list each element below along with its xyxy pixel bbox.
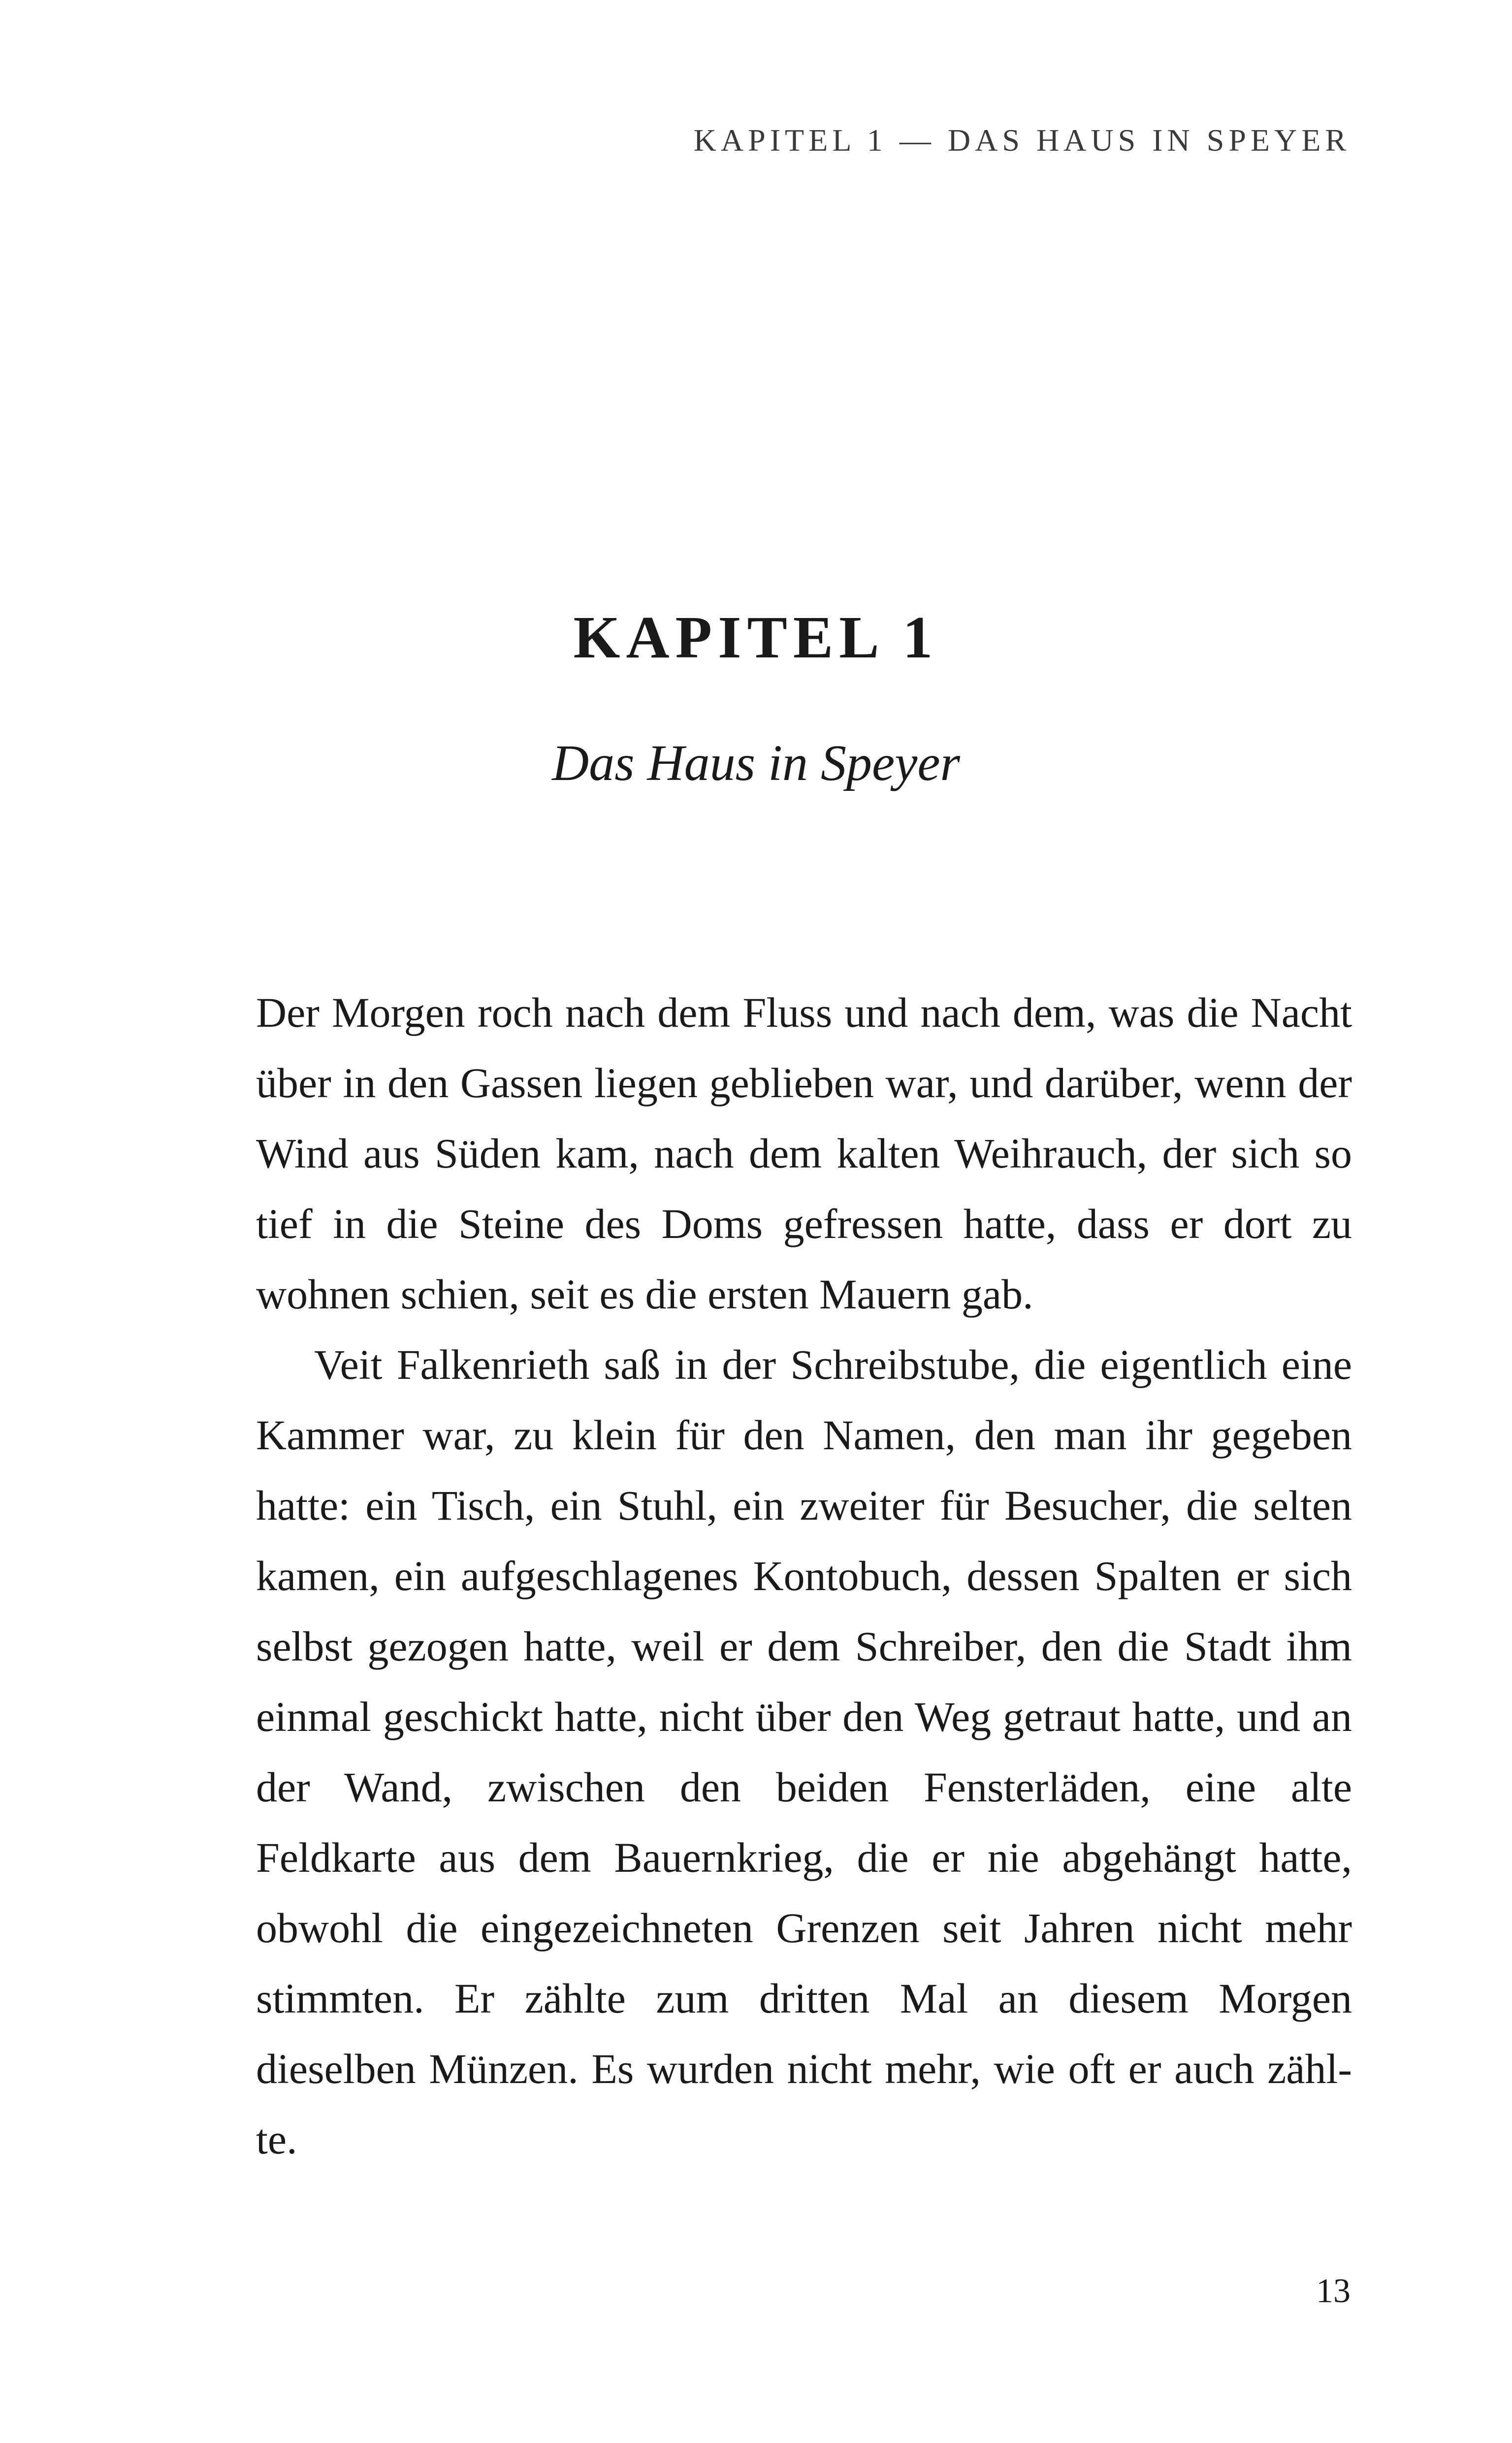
paragraph-1: Der Morgen roch nach dem Fluss und nach dem, was die Nacht über in den Gassen liegen geblieben war, und darüber, wenn der Wind aus Süden kam, nach dem kalten Weihrauch, der sich so tief in die Steine des Doms gefressen hatte, dass er dort zu wohnen schien, seit es die ersten Mauern gab. bbox=[256, 989, 1352, 1318]
chapter-title: KAPITEL 1 bbox=[573, 604, 939, 671]
body-text bbox=[256, 977, 1352, 2175]
page-number: 13 bbox=[1316, 2272, 1351, 2310]
paragraph-2: Veit Falkenrieth saß in der Schreibstube, die eigentlich eine Kammer war, zu klein für den Namen, den man ihr gegeben hatte: ein Tisch, ein Stuhl, ein zweiter für Besucher, die selten kamen, ein aufgeschlagenes Kontobuch, dessen Spalten er sich selbst gezogen hatte, weil er dem Schreiber, den die Stadt ihm einmal geschickt hatte, nicht über den Weg getraut hatte, und an der Wand, zwischen den beiden Fensterläden, eine alte Feldkarte aus dem Bauernkrieg, die er nie abgehängt hatte, obwohl die eingezeichneten Grenzen seit Jahren nicht mehr stimmten. Er zählte zum dritten Mal an diesem Morgen dieselben Münzen. Es wurden nicht mehr, wie oft er auch zählte. bbox=[256, 1341, 1352, 2163]
running-header: KAPITEL 1 — DAS HAUS IN SPEYER bbox=[693, 123, 1351, 158]
chapter-subtitle: Das Haus in Speyer bbox=[551, 735, 960, 791]
